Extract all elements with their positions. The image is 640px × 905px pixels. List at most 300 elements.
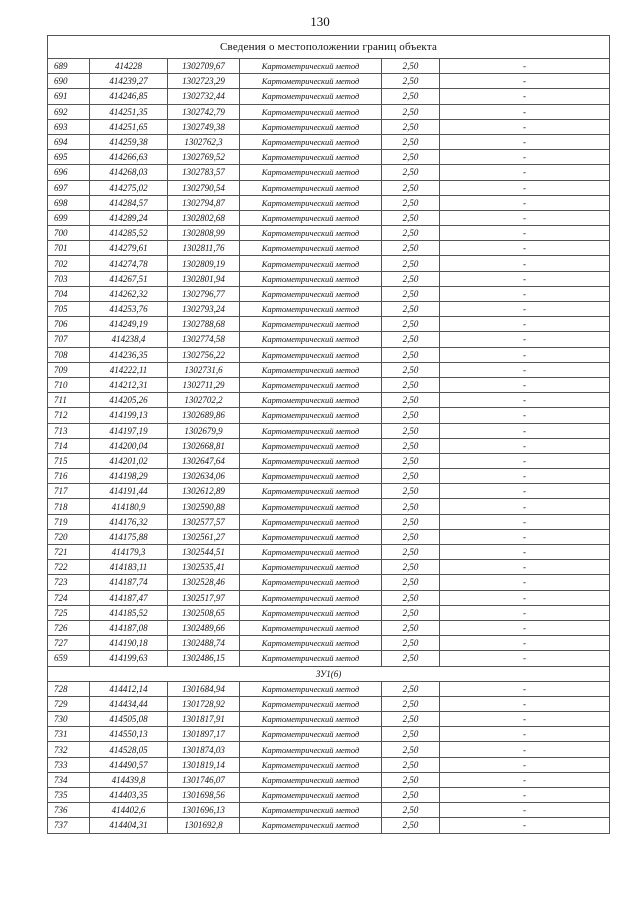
cell-precision: 2,50 (382, 742, 440, 757)
cell-description: - (440, 59, 610, 74)
table-title: Сведения о местоположении границ объекта (48, 36, 610, 59)
cell-x-coordinate: 414289,24 (90, 210, 168, 225)
cell-method: Картометрический метод (240, 332, 382, 347)
page-number: 130 (310, 14, 330, 29)
cell-y-coordinate: 1302634,06 (168, 469, 240, 484)
cell-point-number: 714 (48, 438, 90, 453)
cell-description: - (440, 332, 610, 347)
section-label: ЗУ1(6) (48, 666, 610, 681)
cell-description: - (440, 393, 610, 408)
cell-x-coordinate: 414199,63 (90, 651, 168, 666)
cell-point-number: 708 (48, 347, 90, 362)
cell-method: Картометрический метод (240, 286, 382, 301)
cell-method: Картометрический метод (240, 89, 382, 104)
cell-method: Картометрический метод (240, 696, 382, 711)
cell-description: - (440, 119, 610, 134)
cell-precision: 2,50 (382, 788, 440, 803)
cell-precision: 2,50 (382, 484, 440, 499)
cell-x-coordinate: 414179,3 (90, 545, 168, 560)
cell-method: Картометрический метод (240, 575, 382, 590)
cell-description: - (440, 438, 610, 453)
cell-method: Картометрический метод (240, 195, 382, 210)
cell-x-coordinate: 414238,4 (90, 332, 168, 347)
cell-description: - (440, 134, 610, 149)
cell-point-number: 721 (48, 545, 90, 560)
cell-point-number: 690 (48, 74, 90, 89)
cell-method: Картометрический метод (240, 362, 382, 377)
cell-method: Картометрический метод (240, 818, 382, 833)
cell-description: - (440, 180, 610, 195)
cell-y-coordinate: 1301819,14 (168, 757, 240, 772)
table-row (48, 241, 610, 256)
table-row (48, 788, 610, 803)
table-row (48, 636, 610, 651)
cell-description: - (440, 651, 610, 666)
cell-y-coordinate: 1302731,6 (168, 362, 240, 377)
cell-y-coordinate: 1302668,81 (168, 438, 240, 453)
cell-y-coordinate: 1302774,58 (168, 332, 240, 347)
cell-method: Картометрический метод (240, 788, 382, 803)
cell-x-coordinate: 414228 (90, 59, 168, 74)
table-row (48, 150, 610, 165)
cell-y-coordinate: 1302809,19 (168, 256, 240, 271)
cell-precision: 2,50 (382, 545, 440, 560)
cell-point-number: 735 (48, 788, 90, 803)
cell-method: Картометрический метод (240, 210, 382, 225)
cell-point-number: 727 (48, 636, 90, 651)
cell-description: - (440, 226, 610, 241)
table-row (48, 423, 610, 438)
cell-precision: 2,50 (382, 134, 440, 149)
cell-y-coordinate: 1302517,97 (168, 590, 240, 605)
cell-precision: 2,50 (382, 302, 440, 317)
cell-method: Картометрический метод (240, 636, 382, 651)
cell-point-number: 726 (48, 620, 90, 635)
cell-point-number: 703 (48, 271, 90, 286)
table-row (48, 104, 610, 119)
cell-y-coordinate: 1301698,56 (168, 788, 240, 803)
cell-y-coordinate: 1301874,03 (168, 742, 240, 757)
cell-point-number: 713 (48, 423, 90, 438)
cell-method: Картометрический метод (240, 803, 382, 818)
cell-y-coordinate: 1302711,29 (168, 377, 240, 392)
cell-x-coordinate: 414268,03 (90, 165, 168, 180)
cell-x-coordinate: 414262,32 (90, 286, 168, 301)
cell-point-number: 720 (48, 529, 90, 544)
table-row (48, 560, 610, 575)
cell-description: - (440, 256, 610, 271)
table-row (48, 134, 610, 149)
cell-method: Картометрический метод (240, 742, 382, 757)
cell-precision: 2,50 (382, 499, 440, 514)
cell-method: Картометрический метод (240, 712, 382, 727)
cell-method: Картометрический метод (240, 514, 382, 529)
cell-y-coordinate: 1302689,86 (168, 408, 240, 423)
cell-method: Картометрический метод (240, 347, 382, 362)
cell-x-coordinate: 414222,11 (90, 362, 168, 377)
cell-method: Картометрический метод (240, 408, 382, 423)
table-row (48, 757, 610, 772)
cell-method: Картометрический метод (240, 499, 382, 514)
cell-precision: 2,50 (382, 226, 440, 241)
cell-y-coordinate: 1302769,52 (168, 150, 240, 165)
cell-point-number: 702 (48, 256, 90, 271)
table-row (48, 818, 610, 833)
cell-x-coordinate: 414279,61 (90, 241, 168, 256)
cell-point-number: 716 (48, 469, 90, 484)
cell-description: - (440, 453, 610, 468)
table-row (48, 651, 610, 666)
cell-description: - (440, 529, 610, 544)
cell-precision: 2,50 (382, 423, 440, 438)
section-row (48, 666, 610, 681)
cell-precision: 2,50 (382, 332, 440, 347)
cell-x-coordinate: 414187,08 (90, 620, 168, 635)
cell-point-number: 717 (48, 484, 90, 499)
cell-y-coordinate: 1301817,91 (168, 712, 240, 727)
cell-method: Картометрический метод (240, 74, 382, 89)
cell-x-coordinate: 414251,65 (90, 119, 168, 134)
cell-y-coordinate: 1302790,54 (168, 180, 240, 195)
cell-y-coordinate: 1302590,88 (168, 499, 240, 514)
cell-x-coordinate: 414403,35 (90, 788, 168, 803)
cell-point-number: 737 (48, 818, 90, 833)
cell-method: Картометрический метод (240, 165, 382, 180)
cell-precision: 2,50 (382, 590, 440, 605)
cell-y-coordinate: 1301696,13 (168, 803, 240, 818)
table-title-row (48, 36, 610, 59)
cell-x-coordinate: 414175,88 (90, 529, 168, 544)
cell-method: Картометрический метод (240, 423, 382, 438)
cell-y-coordinate: 1302802,68 (168, 210, 240, 225)
cell-method: Картометрический метод (240, 590, 382, 605)
table-row (48, 408, 610, 423)
cell-method: Картометрический метод (240, 727, 382, 742)
cell-precision: 2,50 (382, 469, 440, 484)
cell-y-coordinate: 1302801,94 (168, 271, 240, 286)
cell-x-coordinate: 414201,02 (90, 453, 168, 468)
cell-precision: 2,50 (382, 271, 440, 286)
cell-precision: 2,50 (382, 59, 440, 74)
cell-point-number: 707 (48, 332, 90, 347)
cell-point-number: 692 (48, 104, 90, 119)
cell-method: Картометрический метод (240, 393, 382, 408)
table-row (48, 453, 610, 468)
cell-point-number: 736 (48, 803, 90, 818)
cell-x-coordinate: 414199,13 (90, 408, 168, 423)
cell-precision: 2,50 (382, 150, 440, 165)
cell-precision: 2,50 (382, 104, 440, 119)
cell-method: Картометрический метод (240, 772, 382, 787)
cell-point-number: 697 (48, 180, 90, 195)
cell-method: Картометрический метод (240, 317, 382, 332)
table-row (48, 256, 610, 271)
cell-x-coordinate: 414246,85 (90, 89, 168, 104)
cell-point-number: 699 (48, 210, 90, 225)
cell-description: - (440, 362, 610, 377)
table-row (48, 271, 610, 286)
cell-point-number: 733 (48, 757, 90, 772)
table-row (48, 727, 610, 742)
cell-precision: 2,50 (382, 696, 440, 711)
cell-precision: 2,50 (382, 393, 440, 408)
cell-description: - (440, 727, 610, 742)
cell-point-number: 718 (48, 499, 90, 514)
cell-precision: 2,50 (382, 651, 440, 666)
cell-x-coordinate: 414236,35 (90, 347, 168, 362)
cell-point-number: 731 (48, 727, 90, 742)
cell-precision: 2,50 (382, 119, 440, 134)
table-row (48, 712, 610, 727)
cell-y-coordinate: 1302788,68 (168, 317, 240, 332)
cell-description: - (440, 271, 610, 286)
table-row (48, 74, 610, 89)
cell-y-coordinate: 1302756,22 (168, 347, 240, 362)
cell-point-number: 705 (48, 302, 90, 317)
cell-precision: 2,50 (382, 757, 440, 772)
table-row (48, 302, 610, 317)
cell-description: - (440, 514, 610, 529)
cell-precision: 2,50 (382, 74, 440, 89)
cell-x-coordinate: 414266,63 (90, 150, 168, 165)
cell-description: - (440, 560, 610, 575)
table-row (48, 545, 610, 560)
cell-point-number: 723 (48, 575, 90, 590)
cell-point-number: 734 (48, 772, 90, 787)
cell-description: - (440, 499, 610, 514)
cell-method: Картометрический метод (240, 180, 382, 195)
cell-x-coordinate: 414284,57 (90, 195, 168, 210)
cell-x-coordinate: 414404,31 (90, 818, 168, 833)
cell-precision: 2,50 (382, 195, 440, 210)
cell-precision: 2,50 (382, 575, 440, 590)
cell-precision: 2,50 (382, 362, 440, 377)
cell-y-coordinate: 1302535,41 (168, 560, 240, 575)
cell-precision: 2,50 (382, 347, 440, 362)
cell-y-coordinate: 1301897,17 (168, 727, 240, 742)
cell-precision: 2,50 (382, 438, 440, 453)
cell-point-number: 730 (48, 712, 90, 727)
table-row (48, 590, 610, 605)
cell-precision: 2,50 (382, 803, 440, 818)
cell-precision: 2,50 (382, 605, 440, 620)
cell-x-coordinate: 414528,05 (90, 742, 168, 757)
cell-x-coordinate: 414550,13 (90, 727, 168, 742)
cell-method: Картометрический метод (240, 59, 382, 74)
cell-description: - (440, 74, 610, 89)
cell-x-coordinate: 414412,14 (90, 681, 168, 696)
cell-point-number: 712 (48, 408, 90, 423)
cell-y-coordinate: 1302709,67 (168, 59, 240, 74)
table-row (48, 499, 610, 514)
cell-x-coordinate: 414249,19 (90, 317, 168, 332)
cell-method: Картометрический метод (240, 560, 382, 575)
cell-point-number: 706 (48, 317, 90, 332)
cell-precision: 2,50 (382, 408, 440, 423)
table-row (48, 393, 610, 408)
cell-method: Картометрический метод (240, 620, 382, 635)
cell-y-coordinate: 1302528,46 (168, 575, 240, 590)
cell-y-coordinate: 1302702,2 (168, 393, 240, 408)
table-row (48, 89, 610, 104)
cell-precision: 2,50 (382, 636, 440, 651)
table-row (48, 681, 610, 696)
cell-x-coordinate: 414285,52 (90, 226, 168, 241)
cell-point-number: 732 (48, 742, 90, 757)
cell-description: - (440, 317, 610, 332)
table-row (48, 575, 610, 590)
table-row (48, 696, 610, 711)
cell-y-coordinate: 1302723,29 (168, 74, 240, 89)
cell-point-number: 691 (48, 89, 90, 104)
cell-method: Картометрический метод (240, 377, 382, 392)
cell-y-coordinate: 1302612,89 (168, 484, 240, 499)
cell-x-coordinate: 414183,11 (90, 560, 168, 575)
cell-precision: 2,50 (382, 317, 440, 332)
cell-description: - (440, 408, 610, 423)
table-row (48, 514, 610, 529)
cell-precision: 2,50 (382, 286, 440, 301)
table-row (48, 362, 610, 377)
table-row (48, 195, 610, 210)
cell-method: Картометрический метод (240, 651, 382, 666)
table-row (48, 210, 610, 225)
cell-method: Картометрический метод (240, 484, 382, 499)
cell-point-number: 709 (48, 362, 90, 377)
cell-x-coordinate: 414267,51 (90, 271, 168, 286)
cell-point-number: 659 (48, 651, 90, 666)
cell-point-number: 725 (48, 605, 90, 620)
cell-method: Картометрический метод (240, 134, 382, 149)
cell-description: - (440, 636, 610, 651)
cell-method: Картометрический метод (240, 545, 382, 560)
cell-description: - (440, 302, 610, 317)
cell-y-coordinate: 1302732,44 (168, 89, 240, 104)
cell-description: - (440, 241, 610, 256)
cell-y-coordinate: 1301746,07 (168, 772, 240, 787)
cell-precision: 2,50 (382, 180, 440, 195)
cell-precision: 2,50 (382, 772, 440, 787)
table-row (48, 226, 610, 241)
cell-description: - (440, 742, 610, 757)
cell-description: - (440, 696, 610, 711)
cell-y-coordinate: 1302762,3 (168, 134, 240, 149)
cell-y-coordinate: 1302488,74 (168, 636, 240, 651)
cell-method: Картометрический метод (240, 757, 382, 772)
cell-description: - (440, 818, 610, 833)
cell-point-number: 719 (48, 514, 90, 529)
cell-description: - (440, 545, 610, 560)
cell-precision: 2,50 (382, 241, 440, 256)
cell-method: Картометрический метод (240, 453, 382, 468)
cell-point-number: 715 (48, 453, 90, 468)
cell-precision: 2,50 (382, 681, 440, 696)
cell-x-coordinate: 414239,27 (90, 74, 168, 89)
table-row (48, 317, 610, 332)
cell-y-coordinate: 1302811,76 (168, 241, 240, 256)
cell-precision: 2,50 (382, 453, 440, 468)
cell-description: - (440, 681, 610, 696)
cell-y-coordinate: 1301728,92 (168, 696, 240, 711)
cell-method: Картометрический метод (240, 469, 382, 484)
cell-y-coordinate: 1302808,99 (168, 226, 240, 241)
cell-method: Картометрический метод (240, 302, 382, 317)
cell-description: - (440, 347, 610, 362)
cell-description: - (440, 195, 610, 210)
cell-method: Картометрический метод (240, 104, 382, 119)
cell-point-number: 696 (48, 165, 90, 180)
boundary-table (47, 35, 610, 834)
cell-method: Картометрический метод (240, 256, 382, 271)
table-row (48, 803, 610, 818)
cell-description: - (440, 590, 610, 605)
cell-description: - (440, 772, 610, 787)
cell-description: - (440, 210, 610, 225)
cell-method: Картометрический метод (240, 241, 382, 256)
cell-x-coordinate: 414274,78 (90, 256, 168, 271)
cell-y-coordinate: 1302679,9 (168, 423, 240, 438)
cell-point-number: 722 (48, 560, 90, 575)
table-row (48, 347, 610, 362)
cell-precision: 2,50 (382, 727, 440, 742)
cell-description: - (440, 150, 610, 165)
cell-y-coordinate: 1302486,15 (168, 651, 240, 666)
cell-method: Картометрический метод (240, 271, 382, 286)
cell-description: - (440, 89, 610, 104)
cell-x-coordinate: 414402,6 (90, 803, 168, 818)
cell-description: - (440, 575, 610, 590)
cell-y-coordinate: 1302544,51 (168, 545, 240, 560)
cell-y-coordinate: 1302796,77 (168, 286, 240, 301)
table-row (48, 605, 610, 620)
cell-point-number: 689 (48, 59, 90, 74)
cell-y-coordinate: 1302508,65 (168, 605, 240, 620)
table-row (48, 59, 610, 74)
table-row (48, 119, 610, 134)
cell-precision: 2,50 (382, 818, 440, 833)
cell-description: - (440, 803, 610, 818)
cell-y-coordinate: 1302489,66 (168, 620, 240, 635)
cell-point-number: 701 (48, 241, 90, 256)
cell-description: - (440, 788, 610, 803)
cell-precision: 2,50 (382, 529, 440, 544)
cell-description: - (440, 712, 610, 727)
cell-x-coordinate: 414191,44 (90, 484, 168, 499)
cell-x-coordinate: 414253,76 (90, 302, 168, 317)
cell-x-coordinate: 414187,74 (90, 575, 168, 590)
cell-description: - (440, 605, 610, 620)
cell-y-coordinate: 1302793,24 (168, 302, 240, 317)
cell-point-number: 724 (48, 590, 90, 605)
table-row (48, 180, 610, 195)
cell-point-number: 700 (48, 226, 90, 241)
cell-x-coordinate: 414200,04 (90, 438, 168, 453)
cell-point-number: 728 (48, 681, 90, 696)
cell-y-coordinate: 1302742,79 (168, 104, 240, 119)
cell-description: - (440, 757, 610, 772)
cell-y-coordinate: 1302749,38 (168, 119, 240, 134)
cell-precision: 2,50 (382, 210, 440, 225)
cell-x-coordinate: 414205,26 (90, 393, 168, 408)
cell-x-coordinate: 414176,32 (90, 514, 168, 529)
cell-x-coordinate: 414190,18 (90, 636, 168, 651)
cell-description: - (440, 469, 610, 484)
cell-precision: 2,50 (382, 560, 440, 575)
cell-method: Картометрический метод (240, 605, 382, 620)
table-row (48, 286, 610, 301)
cell-y-coordinate: 1302794,87 (168, 195, 240, 210)
cell-x-coordinate: 414251,35 (90, 104, 168, 119)
